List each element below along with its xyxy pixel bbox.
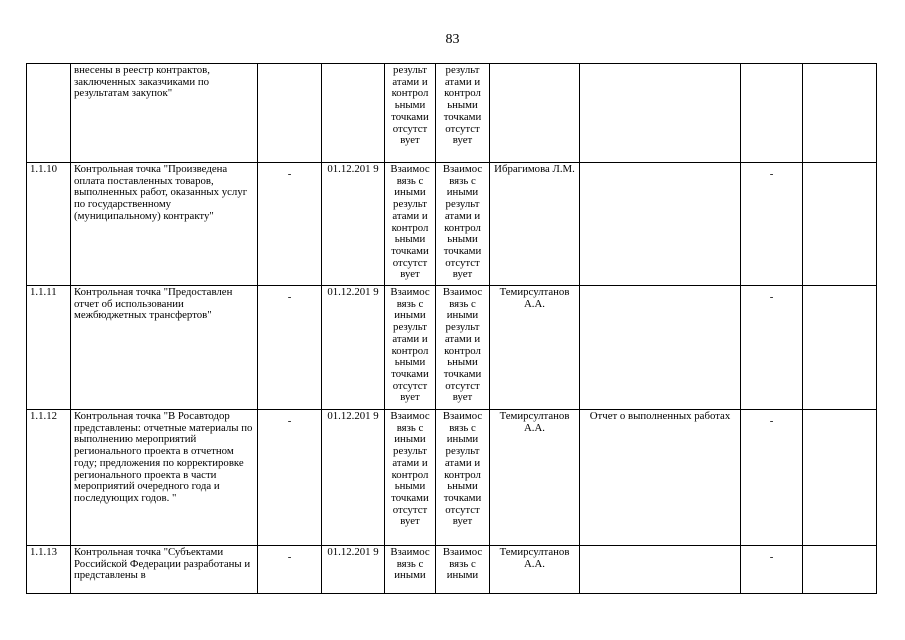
cell-date: 01.12.201 9 (322, 410, 385, 546)
cell-level: - (741, 546, 803, 594)
cell-relation-1: Взаимос вязь с иными результ атами и контрол ьными точками отсутст вует (385, 163, 436, 286)
cell-base-value: - (258, 546, 322, 594)
cell-responsible (490, 64, 580, 163)
cell-responsible: Темирсултанов А.А. (490, 546, 580, 594)
cell-level (741, 64, 803, 163)
cell-number: 1.1.12 (27, 410, 71, 546)
cell-extra (803, 286, 877, 410)
cell-extra (803, 163, 877, 286)
cell-number (27, 64, 71, 163)
cell-relation-1: результ атами и контрол ьными точками отсутст вует (385, 64, 436, 163)
cell-number: 1.1.11 (27, 286, 71, 410)
cell-level: - (741, 163, 803, 286)
cell-description: Контрольная точка "В Росавтодор представлены: отчетные материалы по выполнению мероприятий регионального проекта в отчетном году; предложения по корректировке регионального проекта в части мероприятий очередного года и последующих годов. " (71, 410, 258, 546)
table-row (27, 410, 877, 546)
table-row (27, 163, 877, 286)
cell-description: Контрольная точка "Субъектами Российской Федерации разработаны и представлены в (71, 546, 258, 594)
cell-relation-1: Взаимос вязь с иными (385, 546, 436, 594)
cell-result (580, 286, 741, 410)
cell-level: - (741, 410, 803, 546)
cell-description: Контрольная точка "Предоставлен отчет об использовании межбюджетных трансфертов" (71, 286, 258, 410)
cell-result (580, 64, 741, 163)
table-row (27, 546, 877, 594)
cell-relation-1: Взаимос вязь с иными результ атами и контрол ьными точками отсутст вует (385, 410, 436, 546)
cell-base-value: - (258, 410, 322, 546)
cell-responsible: Темирсултанов А.А. (490, 410, 580, 546)
cell-number: 1.1.10 (27, 163, 71, 286)
page-number: 83 (445, 32, 460, 47)
cell-extra (803, 546, 877, 594)
cell-relation-2: Взаимос вязь с иными результ атами и контрол ьными точками отсутст вует (436, 286, 490, 410)
cell-extra (803, 410, 877, 546)
cell-date: 01.12.201 9 (322, 286, 385, 410)
cell-date: 01.12.201 9 (322, 546, 385, 594)
cell-base-value: - (258, 163, 322, 286)
cell-description: Контрольная точка "Произведена оплата поставленных товаров, выполненных работ, оказанных услуг по государственному (муниципальному) контракту" (71, 163, 258, 286)
cell-relation-2: Взаимос вязь с иными результ атами и контрол ьными точками отсутст вует (436, 163, 490, 286)
cell-number: 1.1.13 (27, 546, 71, 594)
cell-result: Отчет о выполненных работах (580, 410, 741, 546)
cell-date: 01.12.201 9 (322, 163, 385, 286)
table-row (27, 286, 877, 410)
cell-date (322, 64, 385, 163)
cell-relation-2: Взаимос вязь с иными (436, 546, 490, 594)
cell-description: внесены в реестр контрактов, заключенных заказчиками по результатам закупок" (71, 64, 258, 163)
table-row (27, 64, 877, 163)
cell-responsible: Темирсултанов А.А. (490, 286, 580, 410)
control-points-table (26, 63, 877, 594)
cell-relation-2: Взаимос вязь с иными результ атами и контрол ьными точками отсутст вует (436, 410, 490, 546)
cell-extra (803, 64, 877, 163)
cell-result (580, 546, 741, 594)
cell-base-value: - (258, 286, 322, 410)
cell-relation-2: результ атами и контрол ьными точками отсутст вует (436, 64, 490, 163)
cell-relation-1: Взаимос вязь с иными результ атами и контрол ьными точками отсутст вует (385, 286, 436, 410)
cell-level: - (741, 286, 803, 410)
cell-base-value (258, 64, 322, 163)
cell-result (580, 163, 741, 286)
cell-responsible: Ибрагимова Л.М. (490, 163, 580, 286)
